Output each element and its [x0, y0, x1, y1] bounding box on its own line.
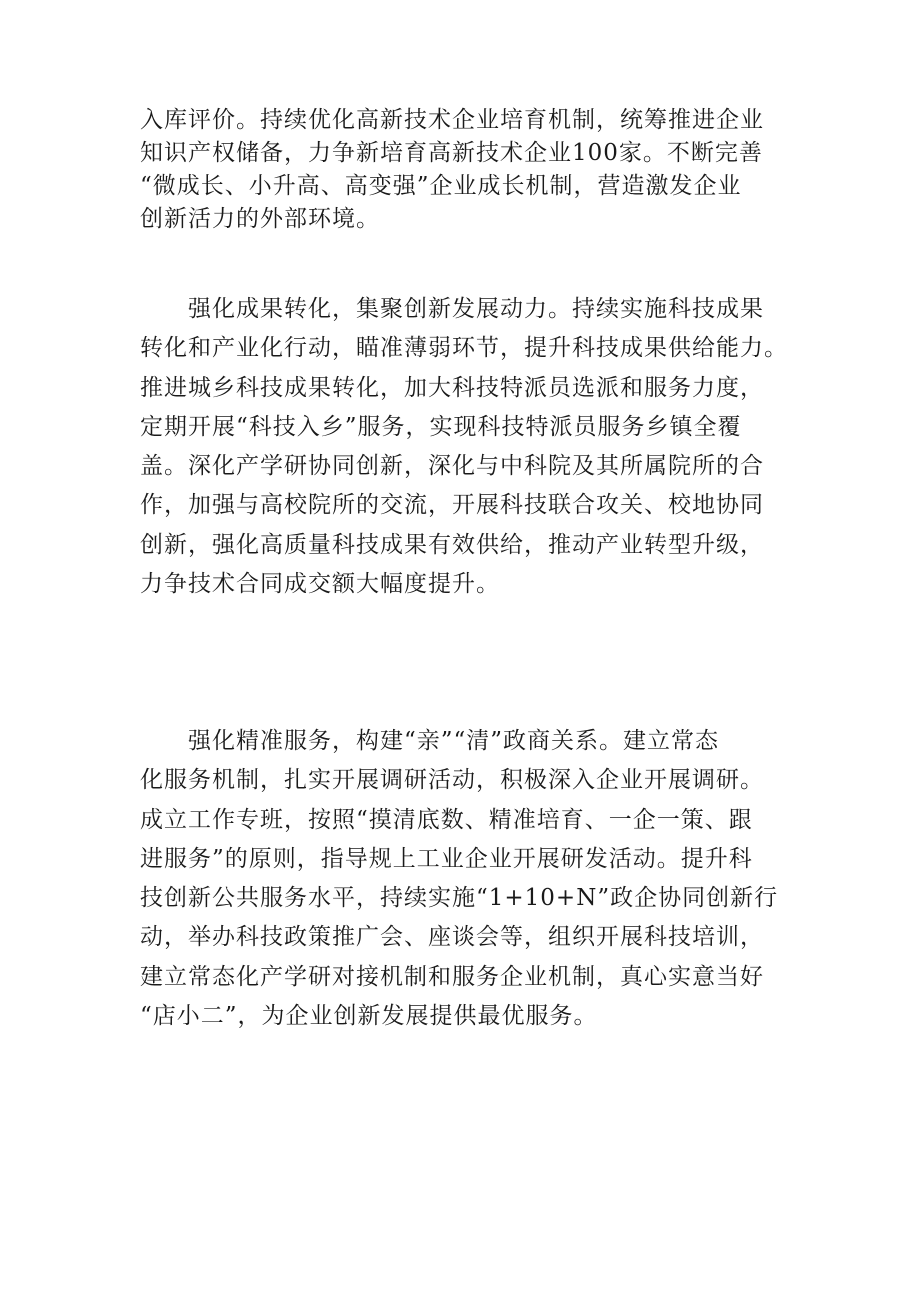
paragraph-line: 知识产权储备，力争新培育高新技术企业100家。不断完善	[140, 140, 763, 166]
paragraph-line: 力争技术合同成交额大幅度提升。	[140, 571, 500, 598]
paragraph-line: 进服务”的原则，指导规上工业企业开展研发活动。提升科	[140, 845, 753, 872]
paragraph-line: 作，加强与高校院所的交流，开展科技联合攻关、校地协同	[140, 492, 764, 519]
paragraph-line: 转化和产业化行动，瞄准薄弱环节，提升科技成果供给能力。	[140, 335, 788, 362]
paragraph-line: 强化精准服务，构建“亲”“清”政商关系。建立常态	[188, 728, 720, 754]
paragraph-3	[140, 722, 800, 1036]
paragraph-line: 技创新公共服务水平，持续实施“1+10+N”政企协同创新行	[140, 885, 779, 912]
paragraph-line: 成立工作专班，按照“摸清底数、精准培育、一企一策、跟	[140, 806, 753, 833]
paragraph-line: 创新活力的外部环境。	[140, 206, 380, 232]
paragraph-line: 推进城乡科技成果转化，加大科技特派员选派和服务力度，	[140, 374, 764, 401]
paragraph-2	[140, 290, 800, 604]
paragraph-line: 入库评价。持续优化高新技术企业培育机制，统筹推进企业	[140, 107, 764, 133]
paragraph-line: 定期开展“科技入乡”服务，实现科技特派员服务乡镇全覆	[140, 413, 742, 440]
paragraph-line: 建立常态化产学研对接机制和服务企业机制，真心实意当好	[140, 963, 764, 990]
paragraph-line: 动，举办科技政策推广会、座谈会等，组织开展科技培训，	[140, 924, 764, 951]
paragraph-line: 强化成果转化，集聚创新发展动力。持续实施科技成果	[188, 296, 764, 322]
paragraph-line: “微成长、小升高、高变强”企业成长机制，营造激发企业	[140, 173, 742, 199]
paragraph-1	[140, 104, 800, 236]
paragraph-line: 化服务机制，扎实开展调研活动，积极深入企业开展调研。	[140, 767, 764, 794]
paragraph-line: “店小二”，为企业创新发展提供最优服务。	[140, 1003, 598, 1030]
paragraph-line: 创新，强化高质量科技成果有效供给，推动产业转型升级，	[140, 531, 764, 558]
paragraph-line: 盖。深化产学研协同创新，深化与中科院及其所属院所的合	[140, 453, 764, 480]
